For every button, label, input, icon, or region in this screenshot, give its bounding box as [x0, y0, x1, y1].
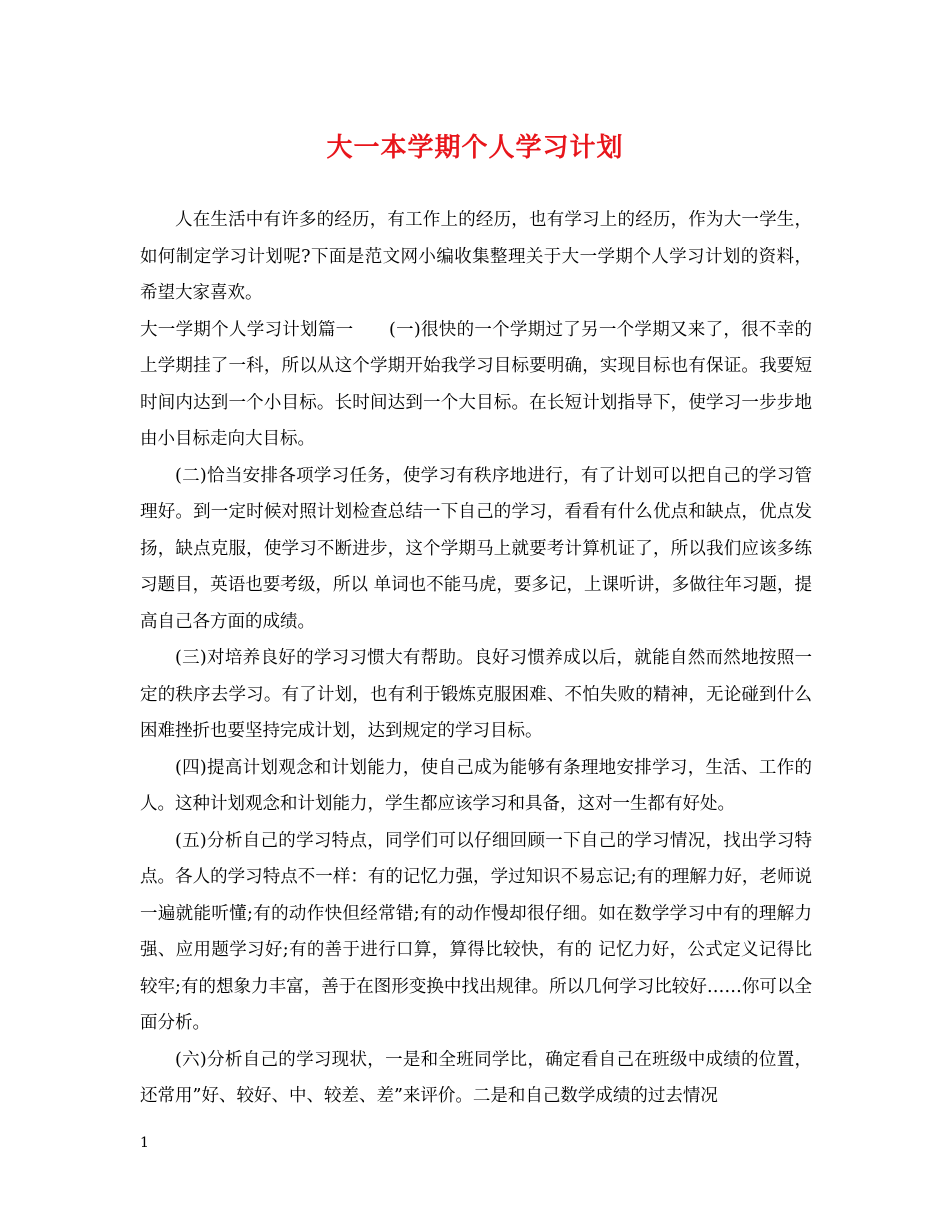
paragraph-section-4: (四)提高计划观念和计划能力，使自己成为能够有条理地安排学习，生活、工作的人。这种计划观念和计划能力，学生都应该学习和具备，这对一生都有好处。	[140, 757, 812, 814]
document-title: 大一本学期个人学习计划	[326, 133, 624, 163]
page-number: 1	[140, 1135, 149, 1151]
paragraph-section-1: 大一学期个人学习计划篇一 (一)很快的一个学期过了另一个学期又来了，很不幸的上学期挂了一科，所以从这个学期开始我学习目标要明确，实现目标也有保证。我要短时间内达到一个小目标。长时间达到一个大目标。在长短计划指导下，使学习一步步地由小目标走向大目标。	[140, 319, 812, 449]
paragraph-section-2: (二)恰当安排各项学习任务，使学习有秩序地进行，有了计划可以把自己的学习管理好。到一定时候对照计划检查总结一下自己的学习，看看有什么优点和缺点，优点发扬，缺点克服，使学习不断进步，这个学期马上就要考计算机证了，所以我们应该多练习题目，英语也要考级，所以 单词也不能马虎，要多记，上课听讲，多做往年习题，提高自己各方面的成绩。	[140, 465, 812, 632]
paragraph-intro: 人在生活中有许多的经历，有工作上的经历，也有学习上的经历，作为大一学生，如何制定学习计划呢?下面是范文网小编收集整理关于大一学期个人学习计划的资料，希望大家喜欢。	[140, 210, 812, 303]
document-body	[140, 202, 812, 1115]
paragraph-section-6: (六)分析自己的学习现状，一是和全班同学比，确定看自己在班级中成绩的位置，还常用”好、较好、中、较差、差”来评价。二是和自己数学成绩的过去情况	[140, 1049, 812, 1106]
paragraph-section-3: (三)对培养良好的学习习惯大有帮助。良好习惯养成以后，就能自然而然地按照一定的秩序去学习。有了计划，也有利于锻炼克服困难、不怕失败的精神，无论碰到什么困难挫折也要坚持完成计划，达到规定的学习目标。	[140, 648, 812, 741]
paragraph-section-5: (五)分析自己的学习特点，同学们可以仔细回顾一下自己的学习情况，找出学习特点。各人的学习特点不一样：有的记忆力强，学过知识不易忘记;有的理解力好，老师说一遍就能听懂;有的动作快但经常错;有的动作慢却很仔细。如在数学学习中有的理解力强、应用题学习好;有的善于进行口算，算得比较快，有的 记忆力好，公式定义记得比较牢;有的想象力丰富，善于在图形变换中找出规律。所以几何学习比较好……你可以全面分析。	[140, 830, 812, 1033]
